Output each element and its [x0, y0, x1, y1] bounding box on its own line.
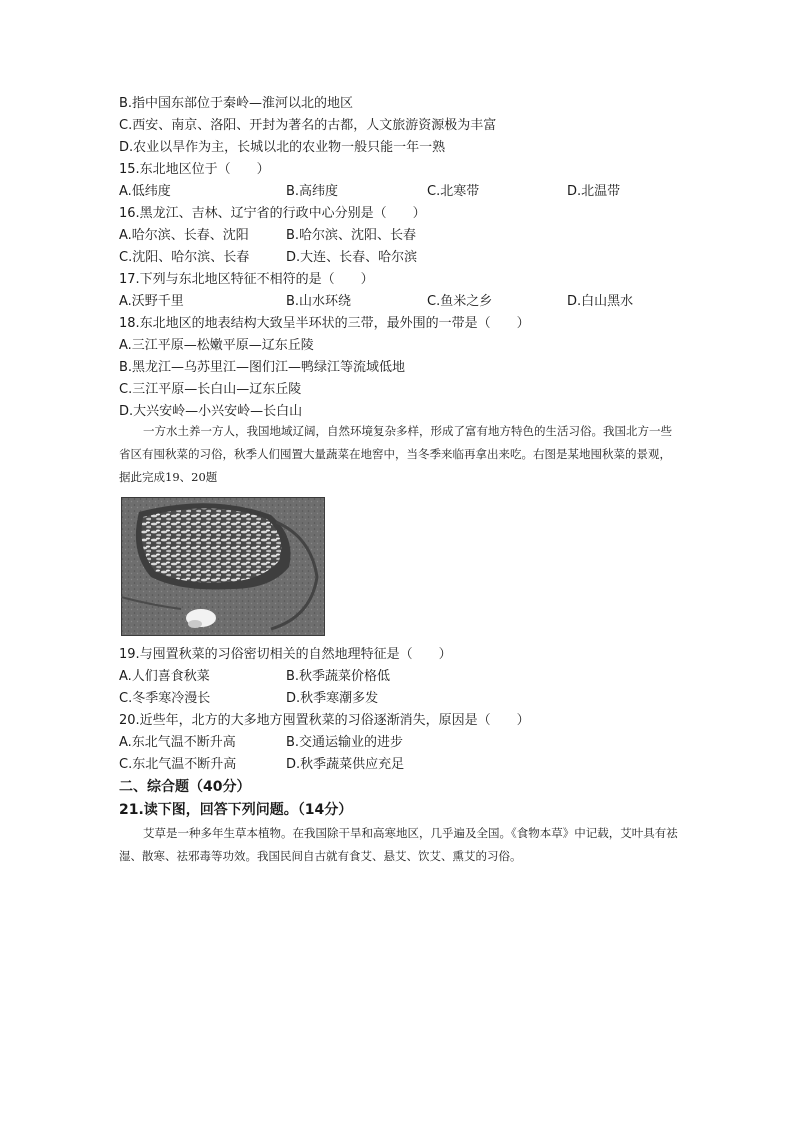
q17-option-c: C.鱼米之乡	[427, 294, 493, 309]
q20-option-b: B.交通运输业的进步	[286, 735, 404, 750]
q15-option-d: D.北温带	[567, 184, 621, 199]
q19-option-b: B.秋季蔬菜价格低	[286, 669, 391, 684]
q16-option-c: C.沈阳、哈尔滨、长春	[119, 250, 250, 265]
q19-option-a: A.人们喜食秋菜	[119, 669, 210, 684]
q20-option-d: D.秋季蔬菜供应充足	[286, 757, 405, 772]
q19-stem: 19.与囤置秋菜的习俗密切相关的自然地理特征是（ ）	[119, 647, 452, 662]
cellar-vegetables-photo	[121, 497, 325, 636]
passage-autumn-vegetables	[119, 420, 679, 489]
q18-option-c: C.三江平原—长白山—辽东丘陵	[119, 382, 302, 397]
q17-option-a: A.沃野千里	[119, 294, 184, 309]
q17-stem: 17.下列与东北地区特征不相符的是（ ）	[119, 272, 374, 287]
q17-option-d: D.白山黑水	[567, 294, 634, 309]
q20-stem: 20.近些年，北方的大多地方囤置秋菜的习俗逐渐消失，原因是（ ）	[119, 713, 530, 728]
q17-option-b: B.山水环绕	[286, 294, 352, 309]
q14-option-b: B.指中国东部位于秦岭—淮河以北的地区	[119, 96, 354, 111]
passage-mugwort	[119, 822, 679, 868]
q21-title: 21.读下图，回答下列问题。（14分）	[119, 802, 353, 818]
q15-stem: 15.东北地区位于（ ）	[119, 162, 270, 177]
q18-stem: 18.东北地区的地表结构大致呈半环状的三带，最外围的一带是（ ）	[119, 316, 530, 331]
q16-stem: 16.黑龙江、吉林、辽宁省的行政中心分别是（ ）	[119, 206, 426, 221]
passage-2-text: 艾草是一种多年生草本植物。在我国除干旱和高寒地区，几乎遍及全国。《食物本草》中记载，艾叶具有祛湿、散寒、祛邪毒等功效。我国民间自古就有食艾、悬艾、饮艾、熏艾的习俗。	[119, 826, 678, 863]
q16-option-b: B.哈尔滨、沈阳、长春	[286, 228, 417, 243]
q20-option-a: A.东北气温不断升高	[119, 735, 236, 750]
q16-option-a: A.哈尔滨、长春、沈阳	[119, 228, 249, 243]
q15-option-a: A.低纬度	[119, 184, 171, 199]
q16-option-d: D.大连、长春、哈尔滨	[286, 250, 418, 265]
q14-option-d: D.农业以旱作为主，长城以北的农业物一般只能一年一熟	[119, 140, 446, 155]
q15-option-c: C.北寒带	[427, 184, 480, 199]
section-2-title: 二、综合题（40分）	[119, 779, 251, 795]
passage-1-text: 一方水土养一方人，我国地域辽阔，自然环境复杂多样，形成了富有地方特色的生活习俗。我国北方一些省区有囤秋菜的习俗，秋季人们囤置大量蔬菜在地窖中，当冬季来临再拿出来吃。右图是某地囤秋菜的景观，据此完成19、20题	[119, 424, 672, 484]
q15-option-b: B.高纬度	[286, 184, 339, 199]
q19-option-c: C.冬季寒冷漫长	[119, 691, 211, 706]
q14-option-c: C.西安、南京、洛阳、开封为著名的古都，人文旅游资源极为丰富	[119, 118, 497, 133]
q18-option-d: D.大兴安岭—小兴安岭—长白山	[119, 404, 303, 419]
q18-option-b: B.黑龙江—乌苏里江—图们江—鸭绿江等流域低地	[119, 360, 406, 375]
q19-option-d: D.秋季寒潮多发	[286, 691, 379, 706]
q18-option-a: A.三江平原—松嫩平原—辽东丘陵	[119, 338, 314, 353]
q20-option-c: C.东北气温不断升高	[119, 757, 237, 772]
